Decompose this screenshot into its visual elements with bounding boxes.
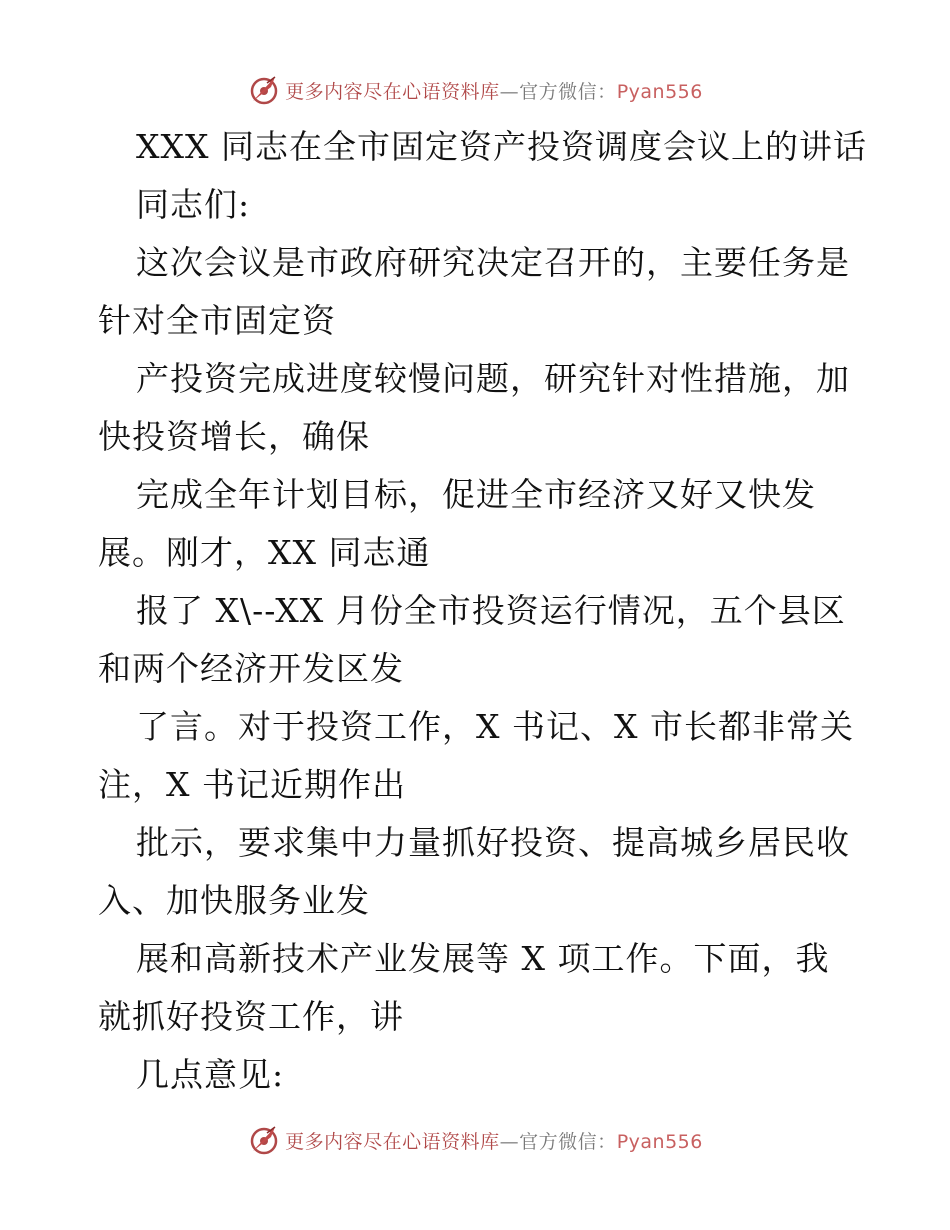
watermark-separator: —: [499, 1130, 520, 1153]
quill-logo-icon: [247, 1123, 281, 1157]
watermark-wechat-id: Pyan556: [616, 1130, 703, 1153]
watermark-site: 更多内容尽在心语资料库: [285, 80, 500, 103]
watermark-wechat-label: 官方微信：: [519, 80, 617, 103]
text-line: 注，X 书记近期作出: [98, 765, 406, 804]
text-line: 这次会议是市政府研究决定召开的，主要任务是: [136, 243, 850, 282]
watermark-wechat-label: 官方微信：: [519, 1130, 617, 1153]
document-body: [98, 118, 868, 1104]
text-line: 针对全市固定资: [98, 301, 336, 340]
text-line: 展和高新技术产业发展等 X 项工作。下面，我: [136, 939, 830, 978]
text-line: 同志们:: [136, 185, 251, 224]
watermark-site: 更多内容尽在心语资料库: [285, 1130, 500, 1153]
watermark-banner-bottom: [0, 1120, 950, 1160]
watermark-separator: —: [499, 80, 520, 103]
text-line: 了言。对于投资工作，X 书记、X 市长都非常关: [136, 707, 854, 746]
watermark-text: [285, 77, 703, 104]
document-title: XXX 同志在全市固定资产投资调度会议上的讲话: [136, 127, 867, 166]
text-line: 批示，要求集中力量抓好投资、提高城乡居民收: [136, 823, 850, 862]
watermark-text: [285, 1127, 703, 1154]
watermark-banner-top: [0, 70, 950, 110]
text-line: 和两个经济开发区发: [98, 649, 404, 688]
text-line: 完成全年计划目标，促进全市经济又好又快发: [136, 475, 816, 514]
text-line: 入、加快服务业发: [98, 881, 370, 920]
quill-logo-icon: [247, 73, 281, 107]
watermark-wechat-id: Pyan556: [616, 80, 703, 103]
text-line: 就抓好投资工作，讲: [98, 997, 404, 1036]
text-line: 快投资增长，确保: [98, 417, 370, 456]
text-line: 展。刚才，XX 同志通: [98, 533, 431, 572]
text-line: 几点意见:: [136, 1055, 285, 1094]
text-line: 报了 X\--XX 月份全市投资运行情况，五个县区: [136, 591, 846, 630]
text-line: 产投资完成进度较慢问题，研究针对性措施，加: [136, 359, 850, 398]
